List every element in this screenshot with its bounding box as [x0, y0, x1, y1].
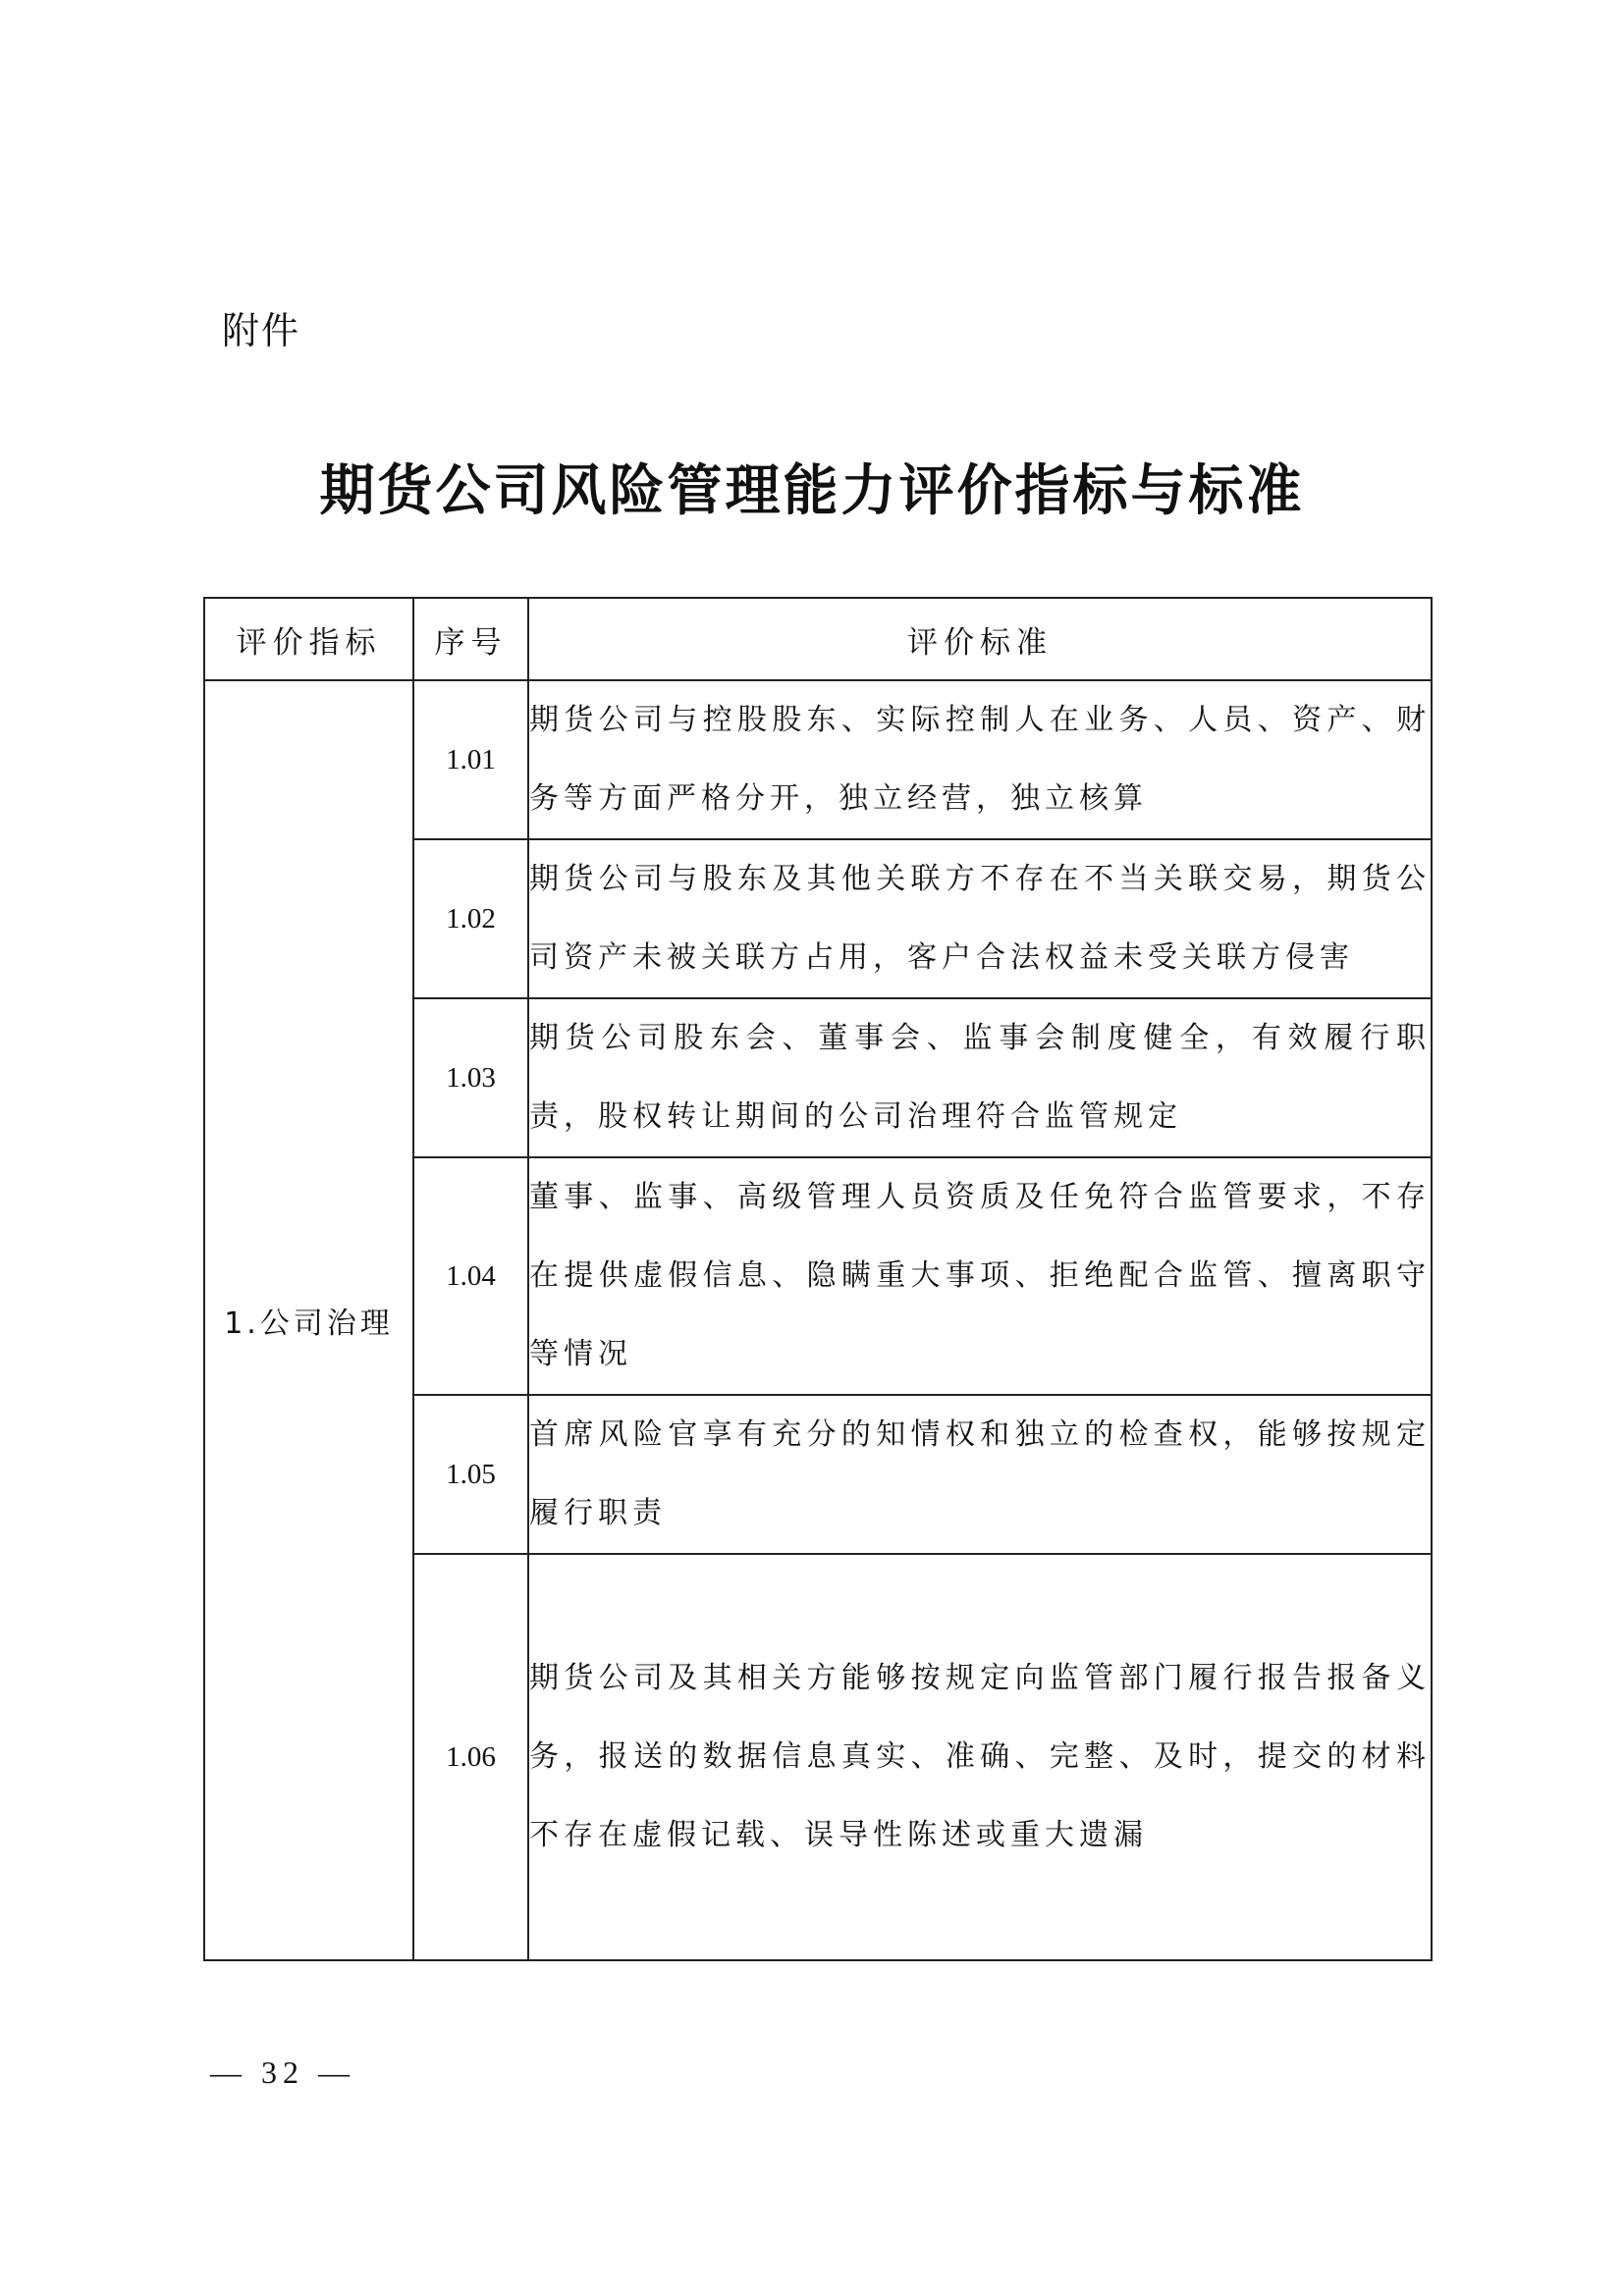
table-row — [204, 680, 1432, 839]
standard-cell: 董事、监事、高级管理人员资质及任免符合监管要求，不存在提供虚假信息、隐瞒重大事项、拒绝配合监管、擅离职守等情况 — [528, 1157, 1432, 1395]
standard-cell: 期货公司股东会、董事会、监事会制度健全，有效履行职责，股权转让期间的公司治理符合监管规定 — [528, 998, 1432, 1157]
column-header-indicator: 评价指标 — [204, 598, 413, 680]
standard-cell: 期货公司与股东及其他关联方不存在不当关联交易，期货公司资产未被关联方占用，客户合法权益未受关联方侵害 — [528, 839, 1432, 998]
attachment-label: 附件 — [222, 309, 301, 352]
seq-cell: 1.06 — [413, 1554, 528, 1960]
standard-cell: 期货公司与控股股东、实际控制人在业务、人员、资产、财务等方面严格分开，独立经营，独立核算 — [528, 680, 1432, 839]
seq-cell: 1.03 — [413, 998, 528, 1157]
seq-cell: 1.05 — [413, 1395, 528, 1554]
page-number: — 32 — — [210, 2055, 355, 2090]
seq-cell: 1.02 — [413, 839, 528, 998]
standard-cell: 首席风险官享有充分的知情权和独立的检查权，能够按规定履行职责 — [528, 1395, 1432, 1554]
seq-cell: 1.01 — [413, 680, 528, 839]
indicator-cell: 1.公司治理 — [204, 680, 413, 1960]
column-header-seq: 序号 — [413, 598, 528, 680]
column-header-standard: 评价标准 — [528, 598, 1432, 680]
table-header-row — [204, 598, 1432, 680]
standard-cell: 期货公司及其相关方能够按规定向监管部门履行报告报备义务，报送的数据信息真实、准确、完整、及时，提交的材料不存在虚假记载、误导性陈述或重大遗漏 — [528, 1554, 1432, 1960]
evaluation-criteria-table — [203, 597, 1433, 1961]
document-title: 期货公司风险管理能力评价指标与标准 — [319, 459, 1305, 523]
seq-cell: 1.04 — [413, 1157, 528, 1395]
